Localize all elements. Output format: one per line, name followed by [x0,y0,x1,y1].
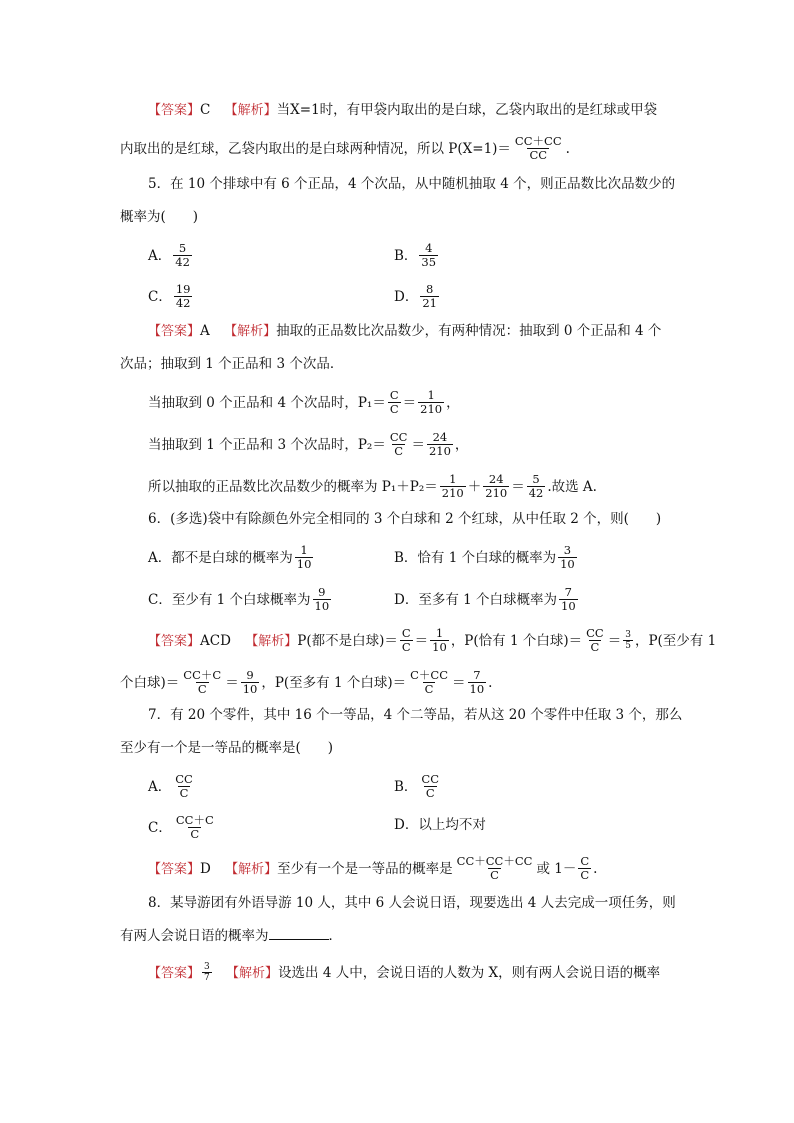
fraction [408,669,450,696]
answer-label: 【答案】 [148,634,201,649]
option-c [148,284,194,311]
denominator: 5 [625,641,631,651]
question-8-stem-cont [120,926,342,946]
denominator: C [580,868,590,882]
numerator: 19 [175,282,191,296]
numerator: 3 [563,543,572,557]
denominator: C [490,868,499,882]
denominator: 42 [175,255,190,269]
answer-line-q4 [148,100,657,121]
fraction [483,473,509,500]
answer-label: 【答案】 [148,324,201,339]
fraction [455,855,535,882]
option-letter: B． [394,779,418,795]
question-7-stem: 7．有 20 个零件，其中 16 个一等品，4 个二等品，若从这 20 个零件中任取 3 个，那么 [148,707,683,723]
option-letter: C． [148,289,172,305]
option-letter: D． [394,817,419,833]
option-letter: B． [394,248,418,264]
fraction [313,586,332,613]
fraction [559,586,578,613]
numerator: CC [389,430,408,444]
numerator: C [389,388,399,402]
numerator: 9 [318,585,326,599]
punctuation: . [488,675,493,691]
solution-text: 或 1－ [536,861,577,877]
numerator: 8 [425,282,434,296]
answer-blank [269,927,329,940]
denominator: C [197,682,207,696]
option-a [148,774,197,801]
answer-value: A [200,323,210,339]
equals-sign: ＝ [414,633,429,649]
fraction [578,855,591,882]
fraction [623,630,633,651]
answer-fraction [202,962,212,983]
fraction [418,389,444,416]
solution-text: 设选出 4 人中，会说日语的人数为 X，则有两人会说日语的概率 [278,965,661,981]
option-b [394,774,443,801]
option-b [394,243,440,270]
denominator: 10 [561,599,576,613]
fraction [174,814,216,841]
analysis-label: 【解析】 [226,966,279,981]
fraction [584,627,606,654]
numerator: CC [175,772,193,786]
option-letter: B． [394,550,418,566]
option-a [148,243,194,270]
fraction [419,242,438,269]
fraction [181,669,223,696]
denominator: C [425,786,435,800]
numerator: 3 [625,630,631,640]
analysis-label: 【解析】 [245,634,298,649]
solution-text: 个白球)＝ [120,675,180,691]
numerator: 24 [432,430,448,444]
numerator: 5 [178,241,187,255]
answer-label: 【答案】 [148,862,201,877]
numerator: CC＋CC＋CC [456,854,533,868]
fraction [174,283,193,310]
option-d [394,815,486,835]
solution-text: 当X=1时，有甲袋内取出的是白球，乙袋内取出的是红球或甲袋 [276,102,658,118]
equals-sign: ＝ [607,633,622,649]
option-b [394,545,579,572]
option-letter: C． [148,592,172,608]
denominator: 42 [175,296,191,310]
fraction [513,135,564,162]
option-letter: C． [148,820,172,836]
option-letter: A． [148,550,172,566]
numerator: 4 [425,241,433,255]
denominator: C [190,827,200,841]
analysis-label: 【解析】 [225,862,278,877]
solution-line [148,390,460,417]
fraction [558,544,577,571]
denominator: 210 [441,486,464,500]
fraction [527,473,546,500]
answer-line-q5 [148,321,661,342]
answer-value: D [200,861,211,877]
option-text: 恰有 1 个白球的概率为 [417,550,557,566]
numerator: 1 [435,626,444,640]
fraction [400,627,413,654]
solution-text: 内取出的是红球，乙袋内取出的是白球两种情况，所以 P(X=1)＝ [120,141,511,157]
fraction [420,283,439,310]
denominator: 210 [428,444,451,458]
solution-text: ，P(恰有 1 个白球)＝ [450,633,583,649]
option-d [394,587,580,614]
numerator: 7 [473,668,481,682]
equals-sign: ＝ [411,437,425,453]
solution-text: 当抽取到 0 个正品和 4 个次品时，P₁＝ [148,395,386,411]
answer-value: C [200,102,211,118]
question-6-stem: 6．(多选)袋中有除颜色外完全相同的 3 个白球和 2 个红球，从中任取 2 个，则( ) [148,511,662,527]
numerator: C [401,626,411,640]
denominator: C [394,444,404,458]
solution-line [148,432,468,459]
question-7-stem-cont: 至少有一个是一等品的概率是( ) [120,740,334,756]
numerator: CC＋C [183,668,222,682]
option-letter: A． [148,779,172,795]
option-letter: D． [394,289,419,305]
question-5-stem-cont: 概率为( ) [120,209,199,225]
denominator: 10 [296,557,312,571]
numerator: CC＋C [175,813,214,827]
answer-line-q6 [148,628,716,655]
numerator: 5 [532,472,540,486]
solution-text: 至少有一个是一等品的概率是 [277,861,453,877]
fraction [295,544,314,571]
denominator: 42 [528,486,544,500]
option-a [148,545,315,572]
question-5-stem: 5．在 10 个排球中有 6 个正品，4 个次品，从中随机抽取 4 个，则正品数比次品数少的 [148,176,676,192]
numerator: CC [586,626,604,640]
numerator: 9 [246,668,254,682]
solution-text: 抽取的正品数比次品数少，有两种情况：抽取到 0 个正品和 4 个 [276,323,662,339]
solution-text: P(都不是白球)＝ [297,633,398,649]
answer-label: 【答案】 [148,966,201,981]
option-d [394,284,441,311]
equals-sign: ＝ [511,479,525,495]
solution-line-q4 [120,136,570,163]
solution-text: .故选 A. [547,479,597,495]
question-text: 有两人会说日语的概率为 [120,928,269,944]
denominator: 210 [420,402,443,416]
denominator: 10 [560,557,575,571]
option-letter: D． [394,592,419,608]
solution-text: ，P(至多有 1 个白球)＝ [261,675,407,691]
solution-text: 所以抽取的正品数比次品数少的概率为 P₁＋P₂＝ [148,479,438,495]
fraction [388,431,410,458]
punctuation: . [593,861,598,877]
numerator: 24 [488,472,504,486]
denominator: 10 [242,682,258,696]
denominator: C [590,640,600,654]
punctuation: . [565,141,570,157]
solution-text: ，P(至少有 1 [634,633,717,649]
option-text: 至多有 1 个白球概率为 [418,592,557,608]
denominator: C [424,682,434,696]
fraction [173,242,192,269]
numerator: CC [421,772,440,786]
denominator: 210 [485,486,508,500]
denominator: CC [529,148,548,162]
plus-sign: ＋ [467,479,482,495]
numerator: 7 [564,585,572,599]
option-letter: A． [148,248,172,264]
solution-line [148,474,597,501]
fraction [430,627,449,654]
denominator: 7 [204,973,210,983]
denominator: C [179,786,189,800]
equals-sign: ＝ [452,675,466,691]
numerator: 1 [449,472,457,486]
fraction [468,669,487,696]
option-c [148,587,333,614]
punctuation: ． [328,928,342,944]
answer-line-q8 [148,963,660,984]
fraction [427,431,453,458]
denominator: C [401,640,411,654]
option-text: 至少有 1 个白球概率为 [171,592,311,608]
option-text: 都不是白球的概率为 [171,550,293,566]
question-8-stem: 8．某导游团有外语导游 10 人，其中 6 人会说日语，现要选出 4 人去完成一项任务，则 [148,895,676,911]
numerator: C [580,854,590,868]
numerator: CC＋CC [514,134,562,148]
denominator: 10 [314,599,330,613]
equals-sign: ＝ [225,675,239,691]
fraction [388,389,401,416]
analysis-label: 【解析】 [224,324,277,339]
numerator: C＋CC [410,668,449,682]
solution-text: 次品；抽取到 1 个正品和 3 个次品． [120,356,344,372]
solution-text: 当抽取到 1 个正品和 3 个次品时，P₂＝ [148,437,386,453]
denominator: 10 [432,640,447,654]
denominator: 21 [422,296,437,310]
answer-value: ACD [200,633,231,649]
option-text: 以上均不对 [418,817,486,833]
answer-label: 【答案】 [148,103,201,118]
denominator: 10 [469,682,485,696]
fraction [173,773,195,800]
numerator: 3 [204,962,210,972]
fraction [419,773,441,800]
fraction [241,669,260,696]
punctuation: ， [446,395,460,411]
option-c [148,815,218,842]
denominator: 35 [421,255,437,269]
punctuation: ， [454,437,469,453]
equals-sign: ＝ [402,395,417,411]
numerator: 1 [300,543,308,557]
analysis-label: 【解析】 [224,103,277,118]
solution-line [120,670,492,697]
answer-line-q7 [148,856,597,883]
fraction [440,473,466,500]
denominator: C [389,402,399,416]
numerator: 1 [427,388,435,402]
